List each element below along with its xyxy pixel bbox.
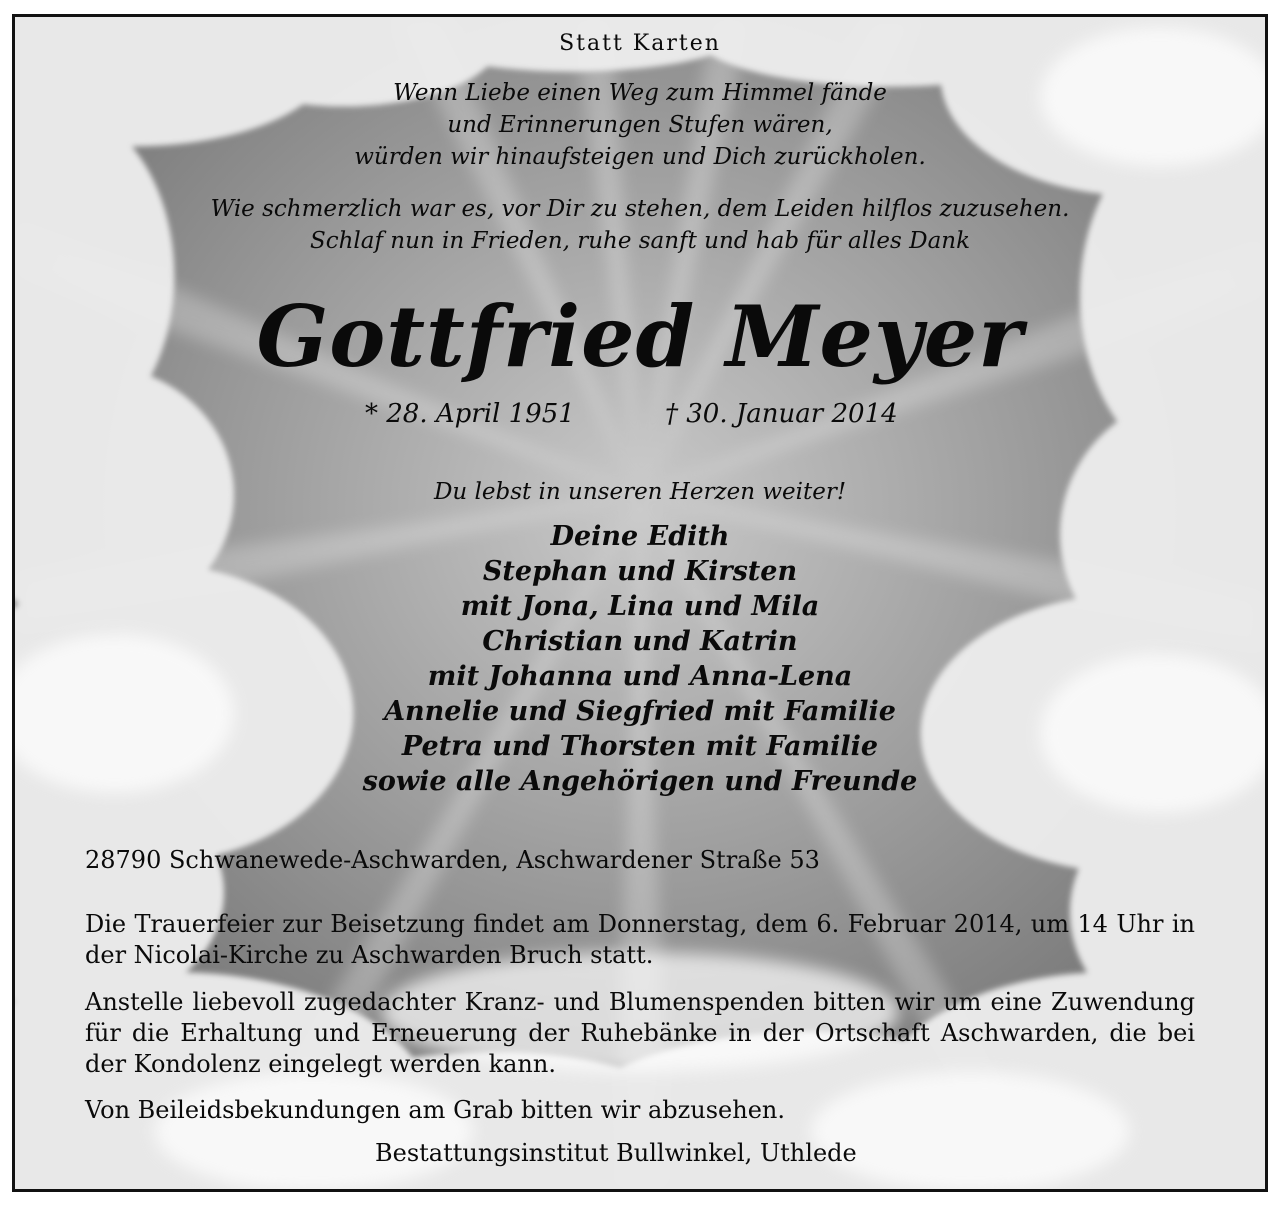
motto: Du lebst in unseren Herzen weiter! bbox=[433, 479, 847, 505]
poem-stanza-1 bbox=[15, 77, 1265, 173]
funeral-paragraph: Die Trauerfeier zur Beisetzung findet am Donnerstag, dem 6. Februar 2014, um 14 Uhr in der Nicolai-Kirche zu Aschwarden Bruch statt. bbox=[85, 910, 1195, 969]
poem-line: Wie schmerzlich war es, vor Dir zu stehen, dem Leiden hilflos zuzusehen. bbox=[210, 196, 1070, 222]
mourner-line: Annelie und Siegfried mit Familie bbox=[384, 696, 896, 727]
poem-line: würden wir hinaufsteigen und Dich zurückholen. bbox=[354, 144, 926, 170]
poem-stanza-2 bbox=[15, 193, 1265, 257]
donation-paragraph: Anstelle liebevoll zugedachter Kranz- und Blumenspenden bitten wir um eine Zuwendung für die Erhaltung und Erneuerung der Ruhebänke in der Ortschaft Aschwarden, die bei der Kondolenz eingelegt werden kann. bbox=[85, 988, 1195, 1078]
mourner-line: mit Johanna und Anna-Lena bbox=[427, 661, 853, 692]
mourner-line: Petra und Thorsten mit Familie bbox=[401, 731, 879, 762]
notice-content bbox=[15, 17, 1265, 1189]
death-date: † 30. Januar 2014 bbox=[665, 399, 898, 429]
mourner-line: Christian und Katrin bbox=[482, 626, 798, 657]
family-address: 28790 Schwanewede-Aschwarden, Aschwardener Straße 53 bbox=[85, 846, 820, 874]
birth-date: * 28. April 1951 bbox=[365, 399, 575, 429]
undertaker-signature: Bestattungsinstitut Bullwinkel, Uthlede bbox=[375, 1139, 857, 1167]
mourner-line: Deine Edith bbox=[550, 521, 730, 552]
condolence-paragraph: Von Beileidsbekundungen am Grab bitten wir abzusehen. bbox=[85, 1096, 785, 1124]
statt-karten-heading: Statt Karten bbox=[559, 31, 721, 56]
poem-line: Schlaf nun in Frieden, ruhe sanft und hab für alles Dank bbox=[309, 228, 971, 254]
poem-line: Wenn Liebe einen Weg zum Himmel fände bbox=[393, 80, 887, 106]
mourner-line: mit Jona, Lina und Mila bbox=[460, 591, 820, 622]
mourner-line: sowie alle Angehörigen und Freunde bbox=[362, 766, 918, 797]
mourners-list bbox=[15, 519, 1265, 799]
obituary-notice bbox=[12, 14, 1268, 1192]
poem-line: und Erinnerungen Stufen wären, bbox=[447, 112, 833, 138]
mourner-line: Stephan und Kirsten bbox=[482, 556, 798, 587]
deceased-name: Gottfried Meyer bbox=[256, 287, 1024, 386]
